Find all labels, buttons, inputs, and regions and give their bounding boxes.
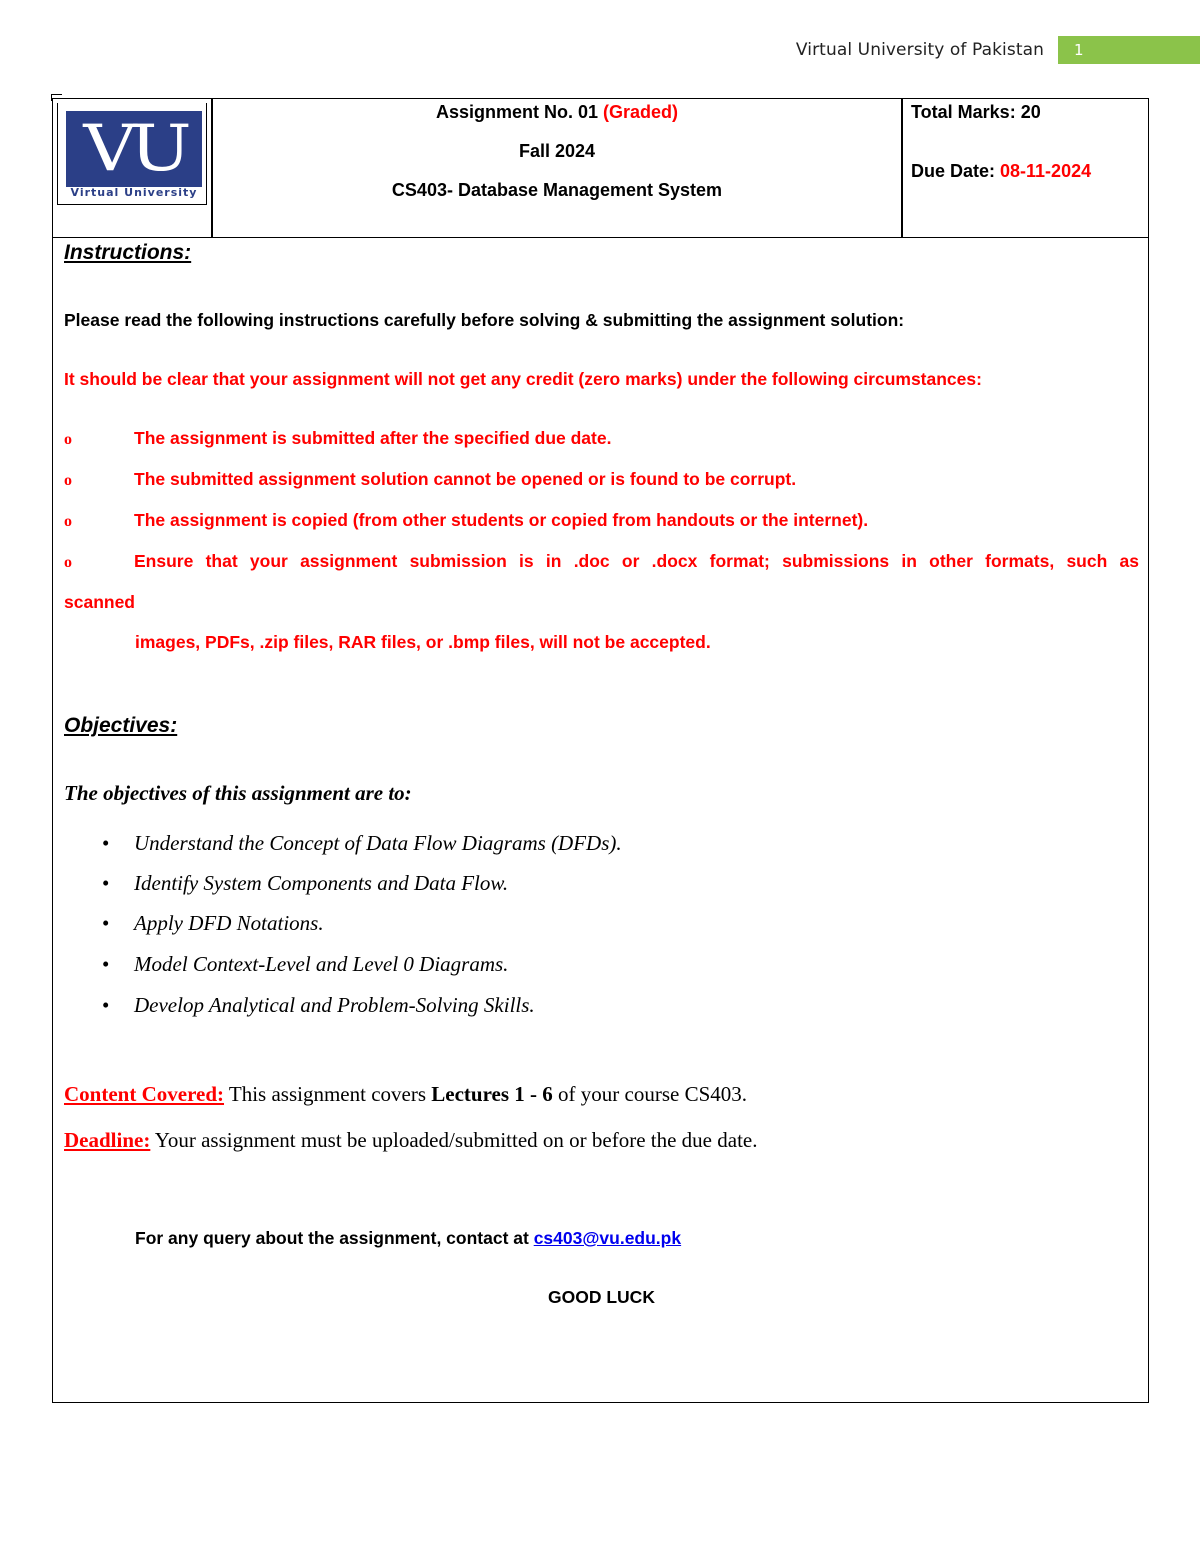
due-date: Due Date: 08-11-2024 <box>911 161 1092 181</box>
page-number: 1 <box>1058 36 1200 64</box>
bullet-icon: • <box>102 871 110 895</box>
bullet-icon: o <box>64 472 72 489</box>
assignment-frame <box>52 98 1149 1403</box>
objective-item: • Apply DFD Notations. <box>64 911 1139 936</box>
lecture-range: Lectures 1 - 6 <box>431 1082 553 1106</box>
logo-cell <box>53 99 211 237</box>
assignment-number: Assignment No. 01 (Graded) <box>435 102 679 122</box>
bullet-icon: o <box>64 513 72 530</box>
objectives-intro: The objectives of this assignment are to: <box>64 781 412 805</box>
vu-logo-icon: VU <box>66 111 202 187</box>
total-marks: Total Marks: 20 <box>911 102 1041 122</box>
closing-text: GOOD LUCK <box>548 1287 655 1307</box>
instruction-item-wrap: scanned <box>64 592 135 612</box>
instructions-heading: Instructions: <box>64 241 192 264</box>
bullet-icon: • <box>102 952 110 976</box>
bullet-icon: • <box>102 993 110 1017</box>
course-title: CS403- Database Management System <box>391 180 723 200</box>
title-cell <box>213 99 901 237</box>
graded-label: (Graded) <box>603 102 679 122</box>
content-covered-label: Content Covered: <box>64 1082 225 1106</box>
instruction-item-continuation: images, PDFs, .zip files, RAR files, or .bmp files, will not be accepted. <box>135 632 711 652</box>
instructions-intro: Please read the following instructions carefully before solving & submitting the assignment solution: <box>64 310 905 330</box>
logo-caption: Virtual University <box>70 186 198 199</box>
instruction-item: o The assignment is copied (from other students or copied from handouts or the internet). <box>64 510 869 530</box>
deadline: Deadline: Your assignment must be uploaded/submitted on or before the due date. <box>64 1128 758 1152</box>
university-name: Virtual University of Pakistan <box>795 40 1044 60</box>
semester: Fall 2024 <box>518 141 596 161</box>
objective-item: • Develop Analytical and Problem-Solving Skills. <box>64 993 1139 1018</box>
instruction-item: o Ensure that your assignment submission is in .doc or .docx format; submissions in other formats, such as <box>64 551 1139 571</box>
objective-item: • Model Context-Level and Level 0 Diagrams. <box>64 952 1139 977</box>
column-divider <box>901 99 903 237</box>
deadline-label: Deadline: <box>64 1128 151 1152</box>
credit-warning: It should be clear that your assignment will not get any credit (zero marks) under the following circumstances: <box>64 369 982 389</box>
bullet-icon: o <box>64 554 72 571</box>
objective-item: • Identify System Components and Data Flow. <box>64 871 1139 896</box>
bullet-icon: o <box>64 431 72 448</box>
marks-cell <box>911 99 1141 237</box>
page-header <box>796 36 1200 64</box>
instruction-item: o The assignment is submitted after the specified due date. <box>64 428 612 448</box>
bullet-icon: • <box>102 911 110 935</box>
title-row <box>53 99 1148 238</box>
due-date-value: 08-11-2024 <box>1000 161 1092 181</box>
contact-email-link[interactable]: cs403@vu.edu.pk <box>533 1228 682 1248</box>
contact-line: For any query about the assignment, contact at cs403@vu.edu.pk <box>135 1228 682 1248</box>
objectives-heading: Objectives: <box>64 714 178 737</box>
vu-logo <box>57 103 207 205</box>
bullet-icon: • <box>102 831 110 855</box>
content-covered: Content Covered: This assignment covers Lectures 1 - 6 of your course CS403. <box>64 1082 748 1106</box>
instruction-item: o The submitted assignment solution cannot be opened or is found to be corrupt. <box>64 469 797 489</box>
objective-item: • Understand the Concept of Data Flow Diagrams (DFDs). <box>64 831 1139 856</box>
